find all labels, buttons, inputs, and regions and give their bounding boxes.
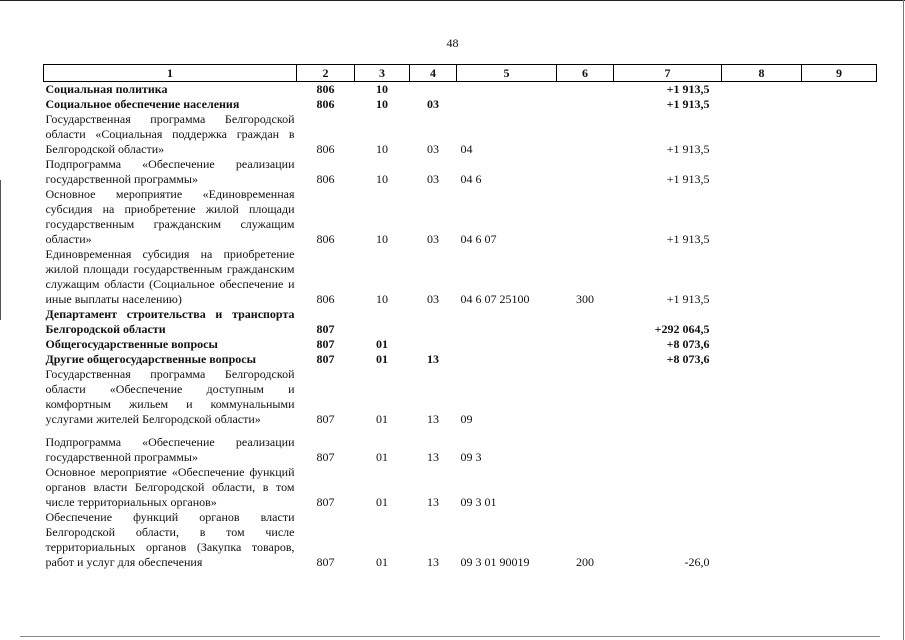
table-row xyxy=(44,97,877,112)
row-value-cell: 01 xyxy=(376,450,388,464)
row-value-cell xyxy=(457,352,557,367)
row-value-cell xyxy=(410,82,457,98)
row-name-cell: Другие общегосударственные вопросы xyxy=(45,352,256,366)
row-value-cell: 806 xyxy=(316,172,335,186)
header-cell: 9 xyxy=(802,65,877,82)
empty-cell xyxy=(722,367,802,427)
table-row xyxy=(44,352,877,367)
empty-cell xyxy=(802,367,877,427)
row-value-cell: +1 913,5 xyxy=(666,172,710,186)
row-value-cell: 13 xyxy=(427,352,439,366)
empty-cell xyxy=(722,337,802,352)
empty-cell xyxy=(722,157,802,187)
row-value-cell: 806 xyxy=(316,142,335,156)
table-row xyxy=(44,337,877,352)
empty-cell xyxy=(802,427,877,465)
page-number: 48 xyxy=(446,36,459,50)
row-name-cell: Единовременная субсидия на приобретение жилой площади государственным гражданским служащим области (Социальное обеспечение и иные выплаты населению) xyxy=(45,247,295,306)
row-value-cell: 807 xyxy=(316,450,335,464)
table-row xyxy=(44,247,877,307)
table-row xyxy=(44,307,877,337)
row-value-cell: 01 xyxy=(376,352,388,366)
empty-cell xyxy=(722,187,802,247)
row-value-cell: 04 xyxy=(460,142,473,156)
row-value-cell xyxy=(614,427,722,465)
row-value-cell: 01 xyxy=(376,337,388,351)
empty-cell xyxy=(722,510,802,570)
table-body xyxy=(44,82,877,571)
table-row xyxy=(44,465,877,510)
row-value-cell: 04 6 xyxy=(460,172,482,186)
row-value-cell: -26,0 xyxy=(684,555,710,569)
header-cell: 2 xyxy=(297,65,355,82)
row-value-cell xyxy=(557,82,614,98)
row-value-cell: +8 073,6 xyxy=(666,352,710,366)
empty-cell xyxy=(802,247,877,307)
scan-line-bottom xyxy=(20,636,880,637)
row-value-cell: 04 6 07 25100 xyxy=(460,292,530,306)
row-value-cell: 13 xyxy=(427,450,439,464)
empty-cell xyxy=(802,82,877,98)
row-name-cell: Подпрограмма «Обеспечение реализации государственной программы» xyxy=(45,435,295,464)
empty-cell xyxy=(802,307,877,337)
table-row xyxy=(44,82,877,98)
row-value-cell: 807 xyxy=(316,495,335,509)
row-value-cell: 807 xyxy=(316,352,335,366)
row-value-cell xyxy=(410,337,457,352)
row-value-cell: 806 xyxy=(316,82,335,96)
header-cell: 8 xyxy=(722,65,802,82)
row-value-cell xyxy=(557,337,614,352)
row-value-cell: 13 xyxy=(427,412,439,426)
row-value-cell: 09 3 01 90019 xyxy=(460,555,530,569)
row-value-cell: 807 xyxy=(316,555,335,569)
table-row xyxy=(44,427,877,465)
row-value-cell xyxy=(457,97,557,112)
empty-cell xyxy=(722,112,802,157)
row-name-cell: Основное мероприятие «Обеспечение функций органов власти Белгородской области, в том числе территориальных органов» xyxy=(45,465,295,509)
header-cell: 4 xyxy=(410,65,457,82)
row-value-cell: 01 xyxy=(376,412,388,426)
row-name-cell: Основное мероприятие «Единовременная субсидия на приобретение жилой площади государственным гражданским служащим области» xyxy=(45,187,295,246)
row-value-cell xyxy=(557,97,614,112)
row-value-cell: +292 064,5 xyxy=(654,322,710,336)
scan-line-top xyxy=(0,0,905,1)
row-value-cell: 03 xyxy=(427,232,439,246)
row-value-cell: 806 xyxy=(316,232,335,246)
row-value-cell: +1 913,5 xyxy=(666,292,710,306)
row-value-cell: 10 xyxy=(376,82,388,96)
row-value-cell: +1 913,5 xyxy=(666,97,710,111)
row-value-cell xyxy=(557,367,614,427)
empty-cell xyxy=(802,97,877,112)
row-value-cell: 13 xyxy=(427,555,439,569)
budget-table xyxy=(43,64,877,570)
row-name-cell: Подпрограмма «Обеспечение реализации государственной программы» xyxy=(45,157,295,186)
row-value-cell: 807 xyxy=(316,337,335,351)
row-value-cell xyxy=(557,352,614,367)
table-row xyxy=(44,157,877,187)
empty-cell xyxy=(802,157,877,187)
table-header-row xyxy=(44,65,877,82)
row-name-cell: Государственная программа Белгородской области «Обеспечение доступным и комфортным жильем и коммунальными услугами жителей Белгородской области» xyxy=(45,367,295,426)
empty-cell xyxy=(722,82,802,98)
header-cell: 5 xyxy=(457,65,557,82)
row-value-cell xyxy=(457,337,557,352)
table-row xyxy=(44,112,877,157)
row-value-cell: 10 xyxy=(376,232,388,246)
row-value-cell: +1 913,5 xyxy=(666,232,710,246)
row-value-cell: +8 073,6 xyxy=(666,337,710,351)
row-value-cell xyxy=(614,367,722,427)
row-value-cell xyxy=(557,112,614,157)
row-value-cell: 03 xyxy=(427,142,439,156)
row-value-cell xyxy=(355,307,410,337)
scan-edge-right xyxy=(903,0,904,640)
row-name-cell: Государственная программа Белгородской области «Социальная поддержка граждан в Белгородской области» xyxy=(45,112,295,156)
row-value-cell: +1 913,5 xyxy=(666,82,710,96)
row-value-cell: 807 xyxy=(316,412,335,426)
row-value-cell: 807 xyxy=(316,322,335,336)
scan-edge-left xyxy=(0,180,1,320)
header-cell: 3 xyxy=(355,65,410,82)
empty-cell xyxy=(802,187,877,247)
row-value-cell: 806 xyxy=(316,97,335,111)
row-name-cell: Обеспечение функций органов власти Белгородской области, в том числе территориальных органов (Закупка товаров, работ и услуг для обеспечения xyxy=(45,510,295,569)
empty-cell xyxy=(802,337,877,352)
row-value-cell: 04 6 07 xyxy=(460,232,497,246)
row-value-cell: 300 xyxy=(576,292,594,306)
header-cell: 6 xyxy=(557,65,614,82)
table-row xyxy=(44,187,877,247)
empty-cell xyxy=(802,112,877,157)
row-name-cell: Департамент строительства и транспорта Белгородской области xyxy=(45,307,295,336)
empty-cell xyxy=(722,97,802,112)
row-value-cell xyxy=(557,187,614,247)
empty-cell xyxy=(802,510,877,570)
row-value-cell: 10 xyxy=(376,292,388,306)
row-value-cell xyxy=(457,307,557,337)
row-value-cell xyxy=(557,307,614,337)
row-value-cell: 09 xyxy=(460,412,473,426)
empty-cell xyxy=(722,352,802,367)
empty-cell xyxy=(722,247,802,307)
row-value-cell xyxy=(557,157,614,187)
empty-cell xyxy=(802,465,877,510)
row-value-cell: 10 xyxy=(376,172,388,186)
row-value-cell: 09 3 xyxy=(460,450,482,464)
row-name-cell: Общегосударственные вопросы xyxy=(45,337,218,351)
row-value-cell xyxy=(614,465,722,510)
table-row xyxy=(44,367,877,427)
row-value-cell: 09 3 01 xyxy=(460,495,497,509)
empty-cell xyxy=(802,352,877,367)
row-value-cell xyxy=(557,427,614,465)
row-value-cell: +1 913,5 xyxy=(666,142,710,156)
header-cell: 7 xyxy=(614,65,722,82)
row-value-cell: 01 xyxy=(376,555,388,569)
empty-cell xyxy=(722,307,802,337)
row-value-cell: 01 xyxy=(376,495,388,509)
row-value-cell xyxy=(410,307,457,337)
row-value-cell: 13 xyxy=(427,495,439,509)
row-name-cell: Социальное обеспечение населения xyxy=(45,97,240,111)
header-cell: 1 xyxy=(44,65,297,82)
empty-cell xyxy=(722,427,802,465)
row-value-cell: 03 xyxy=(427,292,439,306)
row-value-cell xyxy=(457,82,557,98)
row-value-cell xyxy=(557,465,614,510)
row-value-cell: 10 xyxy=(376,142,388,156)
row-value-cell: 10 xyxy=(376,97,388,111)
table-row xyxy=(44,510,877,570)
row-value-cell: 806 xyxy=(316,292,335,306)
empty-cell xyxy=(722,465,802,510)
row-value-cell: 03 xyxy=(427,172,439,186)
row-name-cell: Социальная политика xyxy=(45,82,168,96)
row-value-cell: 200 xyxy=(576,555,594,569)
row-value-cell: 03 xyxy=(427,97,439,111)
